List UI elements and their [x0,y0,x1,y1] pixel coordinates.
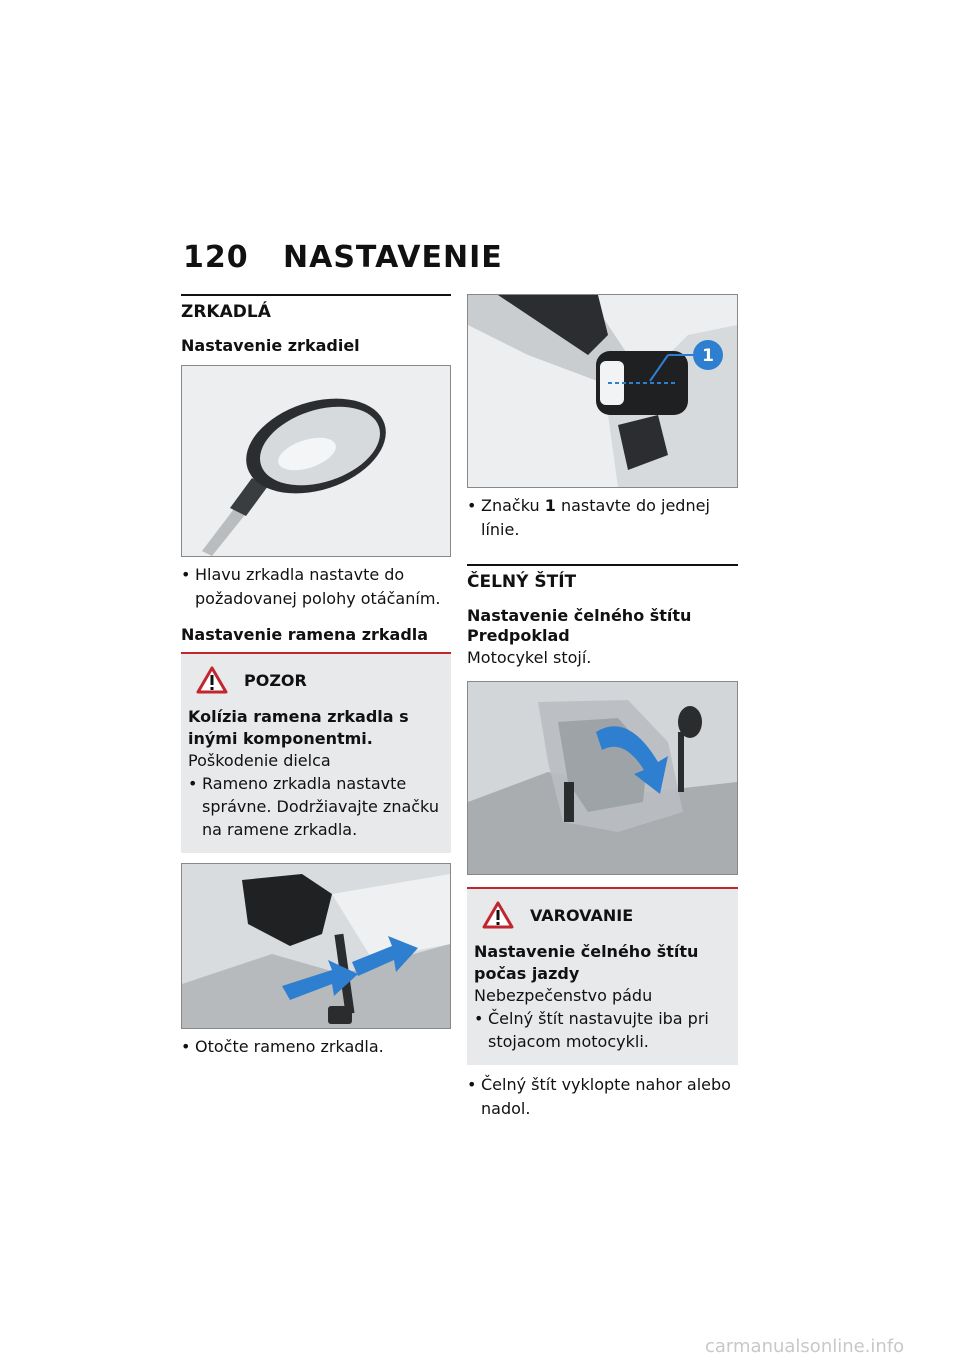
callout-number-1: 1 [702,346,714,366]
section-rule [181,294,451,296]
windshield-illustration [468,682,737,874]
warning-triangle-icon [482,901,514,929]
right-column [467,294,738,1121]
mirror-arm-illustration [182,864,450,1028]
prerequisite-text: Motocykel stojí. [467,648,592,667]
mirror-arm-figure [181,863,451,1029]
bullet-align-mark-post: nastavte do jednej línie. [481,496,710,539]
section-title-windshield: ČELNÝ ŠTÍT [467,572,577,592]
bullet-align-mark-num: 1 [544,496,556,515]
watermark: carmanualsonline.info [705,1336,905,1357]
mirror-head-illustration [182,366,450,556]
caution-box [181,652,451,853]
prerequisite-label: Predpoklad [467,626,570,645]
section-rule-windshield [467,564,738,566]
bullet-tilt-windshield: • Čelný štít vyklopte nahor alebo nadol. [467,1073,738,1121]
warning-box [467,887,738,1065]
mirror-head-figure [181,365,451,557]
warning-header [482,901,731,929]
bullet-rotate-mirror-head: • Hlavu zrkadla nastavte do požadovanej polohy otáčaním. [181,563,451,611]
caution-instruction: • Rameno zrkadla nastavte správne. Dodržiavajte značku na ramene zrkadla. [188,772,444,841]
subsection-title-mirror-adjust: Nastavenie zrkadiel [181,336,360,355]
warning-triangle-icon [196,666,228,694]
warning-label: VAROVANIE [530,905,634,925]
left-column [181,294,451,1059]
section-title-mirrors: ZRKADLÁ [181,302,271,322]
mirror-mark-figure [467,294,738,488]
subsection-title-windshield-adjust: Nastavenie čelného štítu [467,606,692,625]
bullet-rotate-mirror-arm: • Otočte rameno zrkadla. [181,1035,451,1059]
bullet-align-mark-pre: Značku [481,496,540,515]
caution-label: POZOR [244,670,307,690]
warning-consequence: Nebezpečenstvo pádu [474,986,653,1005]
bullet-align-mark [467,494,738,542]
chapter-title: NASTAVENIE [283,240,503,275]
subsection-title-mirror-arm: Nastavenie ramena zrkadla [181,625,429,644]
page-number: 120 [183,240,249,275]
warning-instruction: • Čelný štít nastavujte iba pri stojacom motocykli. [474,1007,731,1053]
warning-heading: Nastavenie čelného štítu počas jazdy [474,942,699,983]
caution-header [196,666,444,694]
windshield-figure [467,681,738,875]
caution-consequence: Poškodenie dielca [188,751,331,770]
mirror-mark-illustration [468,295,737,487]
caution-heading: Kolízia ramena zrkadla s inými komponentmi. [188,707,409,748]
